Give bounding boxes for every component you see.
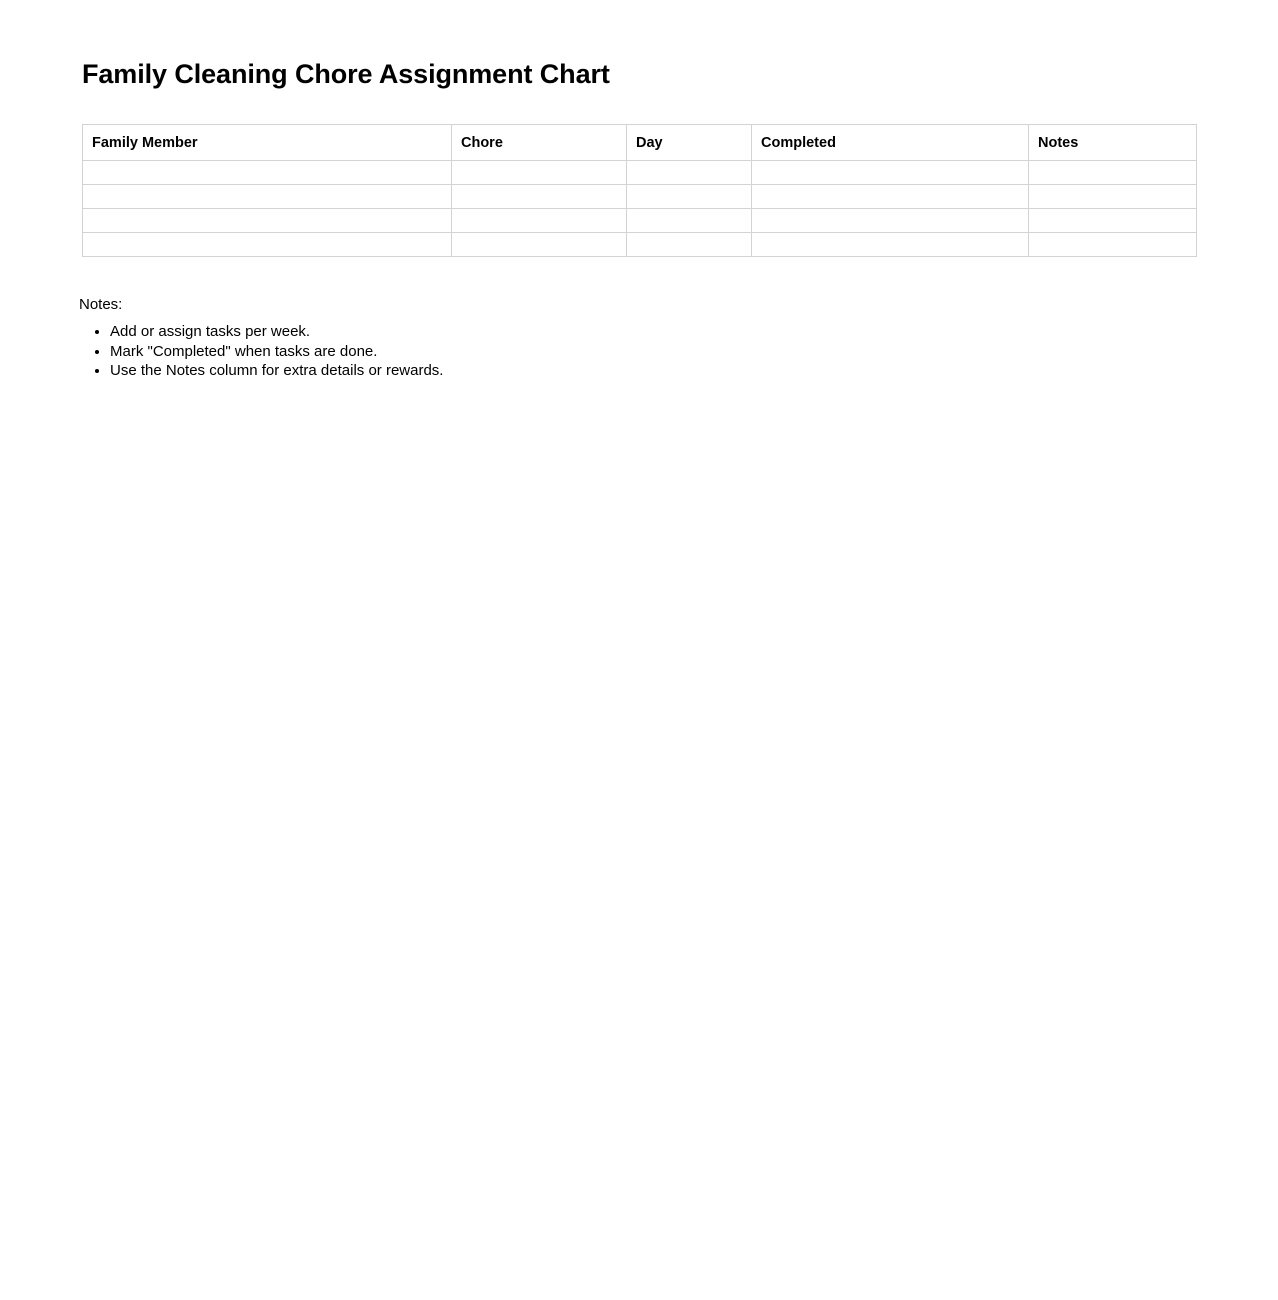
list-item: • Use the Notes column for extra details or rewards. xyxy=(110,361,979,381)
column-header-family-member: Family Member xyxy=(83,125,452,161)
column-header-notes: Notes xyxy=(1029,125,1197,161)
cell-completed[interactable] xyxy=(752,209,1029,233)
notes-list xyxy=(79,322,979,381)
cell-day[interactable] xyxy=(627,185,752,209)
table-header xyxy=(83,125,1197,161)
page-title: Family Cleaning Chore Assignment Chart xyxy=(82,59,610,89)
cell-chore[interactable] xyxy=(452,233,627,257)
cell-completed[interactable] xyxy=(752,185,1029,209)
cell-completed[interactable] xyxy=(752,161,1029,185)
cell-day[interactable] xyxy=(627,209,752,233)
notes-section xyxy=(79,295,979,381)
cell-notes[interactable] xyxy=(1029,209,1197,233)
column-header-completed: Completed xyxy=(752,125,1029,161)
cell-chore[interactable] xyxy=(452,209,627,233)
list-item: • Mark "Completed" when tasks are done. xyxy=(110,342,979,362)
column-header-day: Day xyxy=(627,125,752,161)
cell-notes[interactable] xyxy=(1029,161,1197,185)
cell-family-member[interactable] xyxy=(83,161,452,185)
table-row xyxy=(83,185,1197,209)
table-row xyxy=(83,161,1197,185)
table-body xyxy=(83,161,1197,257)
cell-chore[interactable] xyxy=(452,185,627,209)
table-row xyxy=(83,209,1197,233)
cell-notes[interactable] xyxy=(1029,233,1197,257)
cell-chore[interactable] xyxy=(452,161,627,185)
list-item: • Add or assign tasks per week. xyxy=(110,322,979,342)
column-header-chore: Chore xyxy=(452,125,627,161)
table-header-row xyxy=(83,125,1197,161)
cell-family-member[interactable] xyxy=(83,209,452,233)
chore-assignment-table xyxy=(82,124,1197,257)
cell-day[interactable] xyxy=(627,161,752,185)
cell-completed[interactable] xyxy=(752,233,1029,257)
cell-family-member[interactable] xyxy=(83,233,452,257)
notes-section-label: Notes: xyxy=(79,296,123,313)
table-row xyxy=(83,233,1197,257)
cell-notes[interactable] xyxy=(1029,185,1197,209)
cell-family-member[interactable] xyxy=(83,185,452,209)
cell-day[interactable] xyxy=(627,233,752,257)
